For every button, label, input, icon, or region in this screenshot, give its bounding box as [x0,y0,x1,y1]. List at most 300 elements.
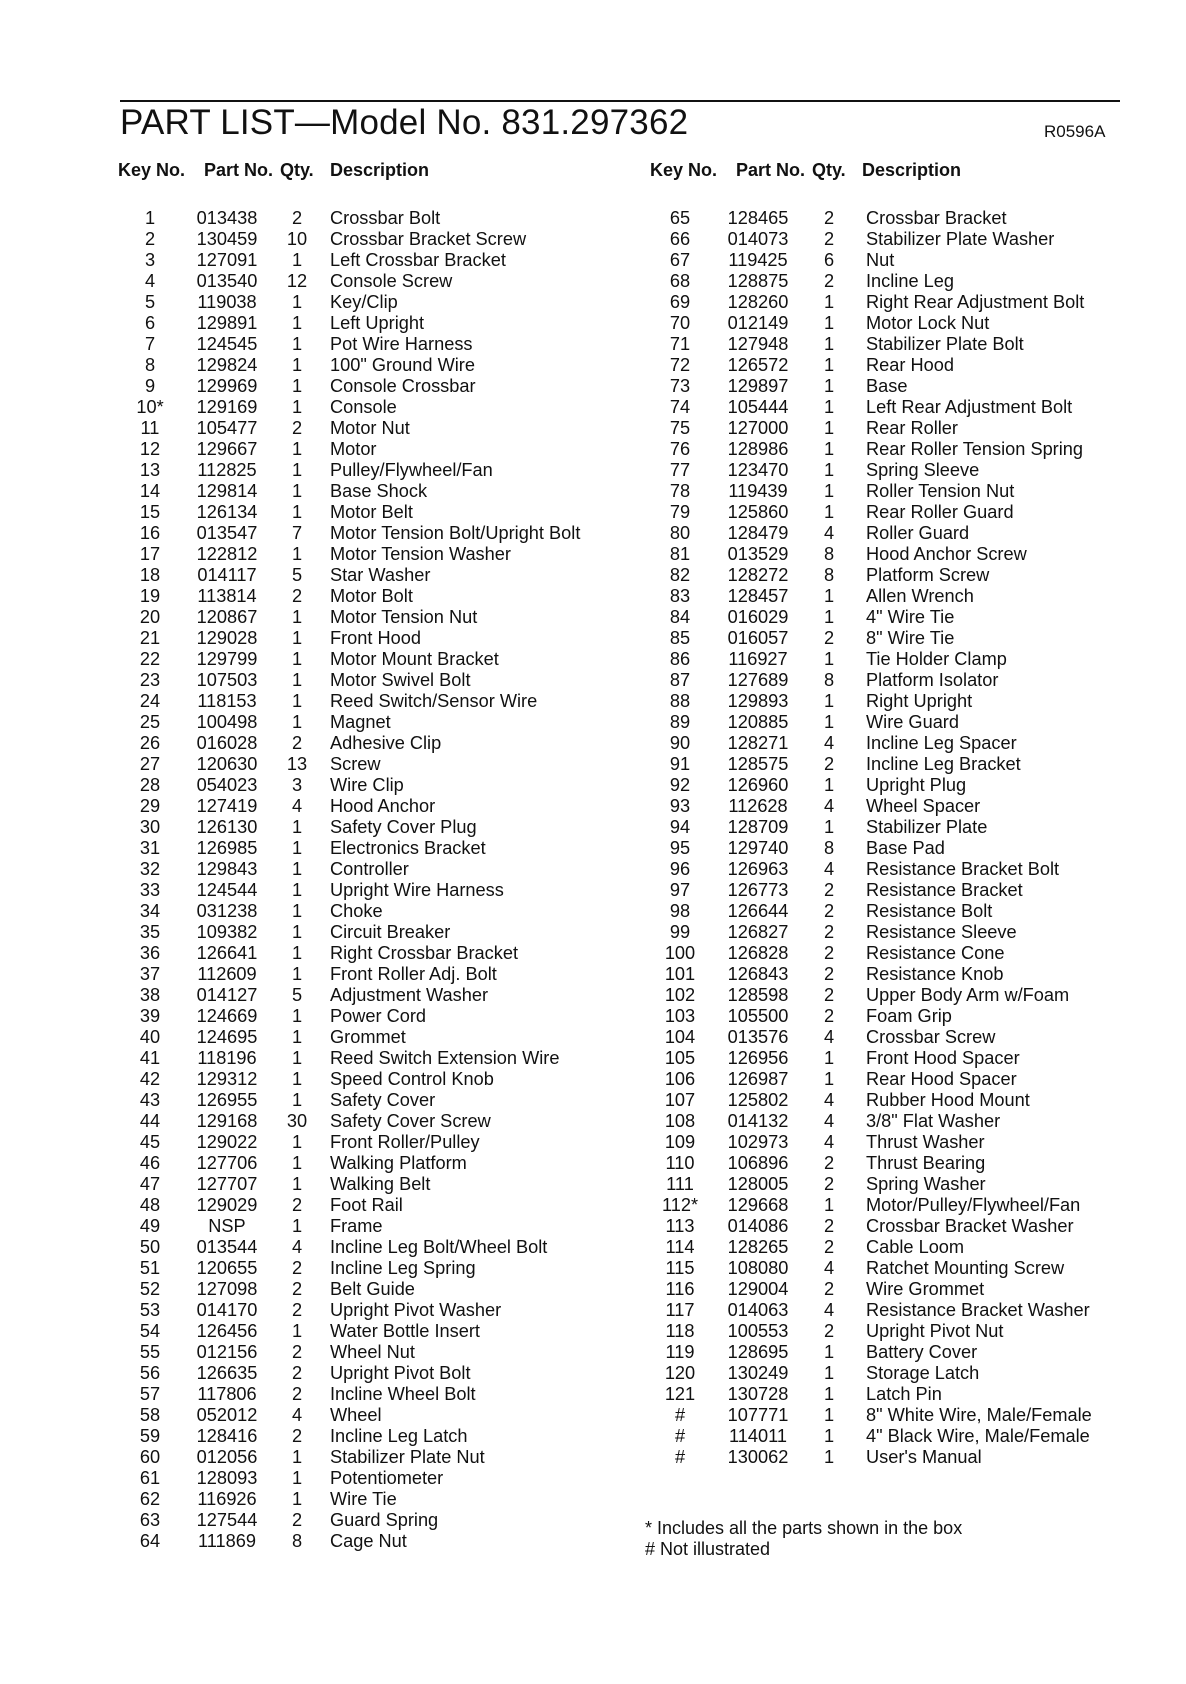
cell-key-no: 37 [139,964,161,984]
footnote-not-illustrated: # Not illustrated [645,1539,771,1559]
cell-part-no: 129168 [196,1111,258,1131]
cell-part-no: 127091 [196,250,258,270]
cell-key-no: 6 [144,313,156,333]
cell-part-no: 014086 [727,1216,789,1236]
cell-qty: 1 [291,397,303,417]
cell-key-no: 48 [139,1195,161,1215]
cell-qty: 1 [823,397,835,417]
cell-part-no: 128709 [727,817,789,837]
cell-qty: 1 [823,502,835,522]
cell-qty: 2 [291,1384,303,1404]
cell-part-no: 105477 [196,418,258,438]
cell-part-no: 016029 [727,607,789,627]
cell-description: Water Bottle Insert [330,1321,480,1341]
cell-part-no: 128265 [727,1237,789,1257]
cell-qty: 1 [291,880,303,900]
table-row [118,1027,580,1048]
cell-qty: 1 [291,1447,303,1467]
cell-part-no: 126956 [727,1048,789,1068]
table-row [118,481,580,502]
cell-key-no: 85 [669,628,691,648]
cell-qty: 1 [291,439,303,459]
cell-key-no: 101 [664,964,696,984]
cell-key-no: 119 [665,1342,695,1362]
cell-qty: 1 [823,1363,835,1383]
cell-qty: 1 [291,460,303,480]
cell-key-no: 3 [144,250,156,270]
cell-description: Upright Pivot Nut [866,1321,1004,1341]
table-row [650,334,1092,355]
table-row [118,1132,580,1153]
cell-part-no: 127706 [196,1153,258,1173]
table-row [118,1090,580,1111]
cell-part-no: 124669 [196,1006,258,1026]
cell-key-no: 54 [139,1321,161,1341]
cell-qty: 1 [823,1426,835,1446]
cell-part-no: 130728 [727,1384,789,1404]
cell-description: Adhesive Clip [330,733,442,753]
cell-key-no: 36 [139,943,161,963]
cell-part-no: 129814 [196,481,258,501]
table-row [650,838,1092,859]
table-row [650,1405,1092,1426]
table-row [650,712,1092,733]
cell-description: Incline Leg Latch [330,1426,468,1446]
cell-qty: 1 [291,481,303,501]
cell-part-no: 120867 [196,607,258,627]
cell-description: Platform Isolator [866,670,999,690]
cell-qty: 8 [823,838,835,858]
cell-part-no: 013547 [196,523,258,543]
cell-description: Hood Anchor [330,796,436,816]
table-row [650,355,1092,376]
cell-key-no: 49 [139,1216,161,1236]
cell-description: Rear Roller Tension Spring [866,439,1084,459]
cell-key-no: 110 [665,1153,695,1173]
cell-part-no: 126963 [727,859,789,879]
cell-qty: 2 [823,1216,835,1236]
cell-part-no: 013529 [727,544,789,564]
cell-description: Base Shock [330,481,428,501]
table-row [118,460,580,481]
cell-part-no: 119038 [197,292,257,312]
cell-key-no: 45 [139,1132,161,1152]
table-row [650,565,1092,586]
cell-key-no: 99 [669,922,691,942]
cell-key-no: 72 [669,355,691,375]
cell-key-no: 39 [139,1006,161,1026]
cell-qty: 1 [291,628,303,648]
cell-description: Incline Leg Spring [330,1258,476,1278]
table-row [118,607,580,628]
cell-key-no: 12 [139,439,161,459]
cell-qty: 1 [823,1384,835,1404]
cell-key-no: 115 [665,1258,695,1278]
cell-key-no: 106 [664,1069,696,1089]
cell-part-no: 031238 [196,901,258,921]
cell-description: Spring Sleeve [866,460,980,480]
header-description: Description [862,160,962,180]
cell-qty: 2 [823,1153,835,1173]
cell-key-no: 70 [669,313,691,333]
table-row [118,880,580,901]
cell-description: Stabilizer Plate Nut [330,1447,485,1467]
cell-qty: 4 [291,1405,303,1425]
table-row [118,1195,580,1216]
table-row [650,1258,1092,1279]
cell-part-no: 107503 [196,670,258,690]
table-row [650,817,1092,838]
cell-description: Crossbar Bracket Screw [330,229,527,249]
cell-key-no: 20 [139,607,161,627]
cell-part-no: 126987 [727,1069,789,1089]
cell-description: Incline Leg Bolt/Wheel Bolt [330,1237,548,1257]
cell-description: Motor Bolt [330,586,413,606]
table-row [650,1111,1092,1132]
cell-description: Thrust Washer [866,1132,985,1152]
cell-part-no: 128272 [727,565,789,585]
cell-description: Motor Belt [330,502,413,522]
cell-description: Incline Leg [866,271,954,291]
cell-description: Rear Roller [866,418,958,438]
table-row [650,775,1092,796]
cell-key-no: 53 [139,1300,161,1320]
cell-part-no: 100553 [727,1321,789,1341]
table-row [650,796,1092,817]
cell-description: Storage Latch [866,1363,980,1383]
table-row [650,943,1092,964]
cell-description: Console [330,397,397,417]
cell-part-no: 129824 [196,355,258,375]
cell-description: Walking Platform [330,1153,467,1173]
cell-description: Battery Cover [866,1342,978,1362]
cell-key-no: 34 [139,901,161,921]
cell-description: Incline Leg Bracket [866,754,1021,774]
cell-description: Incline Leg Spacer [866,733,1017,753]
cell-key-no: 31 [139,838,161,858]
cell-description: Crossbar Bracket Washer [866,1216,1074,1236]
cell-description: Roller Tension Nut [866,481,1015,501]
footnotes [645,1518,962,1560]
table-row [650,1342,1092,1363]
table-row [118,775,580,796]
cell-description: Star Washer [330,565,431,585]
table-row [650,1069,1092,1090]
table-row [118,1237,580,1258]
cell-qty: 1 [291,502,303,522]
table-row [650,229,1092,250]
cell-key-no: 76 [669,439,691,459]
cell-qty: 1 [823,1195,835,1215]
cell-part-no: 112609 [197,964,257,984]
cell-key-no: 44 [139,1111,161,1131]
cell-key-no: 27 [139,754,161,774]
cell-qty: 2 [823,1321,835,1341]
cell-key-no: 120 [664,1363,696,1383]
cell-qty: 4 [823,859,835,879]
cell-key-no: 10* [136,397,164,417]
cell-description: Upright Pivot Washer [330,1300,502,1320]
cell-part-no: 128457 [727,586,789,606]
table-row [650,1006,1092,1027]
table-row [118,418,580,439]
cell-description: Wire Grommet [866,1279,985,1299]
cell-part-no: 108080 [727,1258,789,1278]
cell-qty: 1 [823,376,835,396]
cell-qty: 1 [291,607,303,627]
cell-description: Rear Roller Guard [866,502,1014,522]
cell-qty: 4 [823,1090,835,1110]
cell-key-no: 17 [139,544,161,564]
cell-qty: 12 [286,271,308,291]
table-row [650,985,1092,1006]
cell-description: Wheel Nut [330,1342,415,1362]
cell-description: Right Rear Adjustment Bolt [866,292,1085,312]
header-description: Description [330,160,430,180]
cell-qty: 1 [291,313,303,333]
cell-key-no: 38 [139,985,161,1005]
cell-description: Power Cord [330,1006,427,1026]
cell-description: Foam Grip [866,1006,952,1026]
cell-description: Upright Plug [866,775,967,795]
cell-description: Wire Clip [330,775,404,795]
cell-qty: 1 [291,292,303,312]
cell-description: Upper Body Arm w/Foam [866,985,1070,1005]
cell-qty: 2 [823,271,835,291]
table-row [118,1174,580,1195]
cell-description: Foot Rail [330,1195,403,1215]
cell-qty: 4 [823,796,835,816]
cell-description: Stabilizer Plate Bolt [866,334,1024,354]
cell-part-no: 124545 [196,334,258,354]
cell-part-no: 129799 [196,649,258,669]
cell-description: Pulley/Flywheel/Fan [330,460,493,480]
cell-part-no: 105444 [727,397,789,417]
table-row [118,754,580,775]
cell-key-no: 102 [664,985,696,1005]
cell-qty: 8 [823,544,835,564]
cell-qty: 1 [291,1489,303,1509]
cell-description: Base Pad [866,838,945,858]
cell-qty: 4 [823,1027,835,1047]
cell-part-no: 128986 [727,439,789,459]
cell-key-no: 63 [139,1510,161,1530]
cell-key-no: 116 [665,1279,695,1299]
cell-qty: 1 [291,817,303,837]
cell-part-no: 125860 [727,502,789,522]
cell-key-no: 15 [139,502,161,522]
cell-qty: 1 [291,691,303,711]
cell-qty: 1 [291,1006,303,1026]
cell-description: Motor/Pulley/Flywheel/Fan [866,1195,1081,1215]
cell-part-no: 128416 [196,1426,258,1446]
table-row [650,250,1092,271]
cell-key-no: 111 [666,1174,694,1194]
table-row [650,964,1092,985]
table-row [118,733,580,754]
table-row [650,1279,1092,1300]
cell-part-no: 106896 [727,1153,789,1173]
cell-description: Safety Cover Plug [330,817,477,837]
cell-key-no: 61 [139,1468,161,1488]
cell-part-no: 126572 [727,355,789,375]
cell-part-no: 012056 [196,1447,258,1467]
cell-qty: 1 [823,607,835,627]
cell-qty: 2 [291,1258,303,1278]
cell-key-no: 60 [139,1447,161,1467]
cell-description: Upright Wire Harness [330,880,504,900]
cell-key-no: 46 [139,1153,161,1173]
table-row [650,1426,1092,1447]
cell-key-no: 47 [139,1174,161,1194]
cell-key-no: 29 [139,796,161,816]
cell-key-no: 4 [144,271,156,291]
table-row [118,229,580,250]
cell-key-no: 5 [144,292,156,312]
cell-key-no: 74 [669,397,691,417]
cell-qty: 1 [291,1132,303,1152]
cell-part-no: 052012 [196,1405,258,1425]
cell-description: Hood Anchor Screw [866,544,1027,564]
cell-qty: 1 [823,481,835,501]
cell-qty: 2 [823,922,835,942]
cell-description: 4" Wire Tie [866,607,955,627]
cell-key-no: 18 [139,565,161,585]
cell-qty: 2 [291,1426,303,1446]
cell-key-no: 58 [139,1405,161,1425]
table-row [650,544,1092,565]
table-row [650,460,1092,481]
cell-qty: 1 [823,1342,835,1362]
cell-part-no: 100498 [196,712,258,732]
cell-description: Resistance Knob [866,964,1004,984]
cell-part-no: 120630 [196,754,258,774]
cell-part-no: 129029 [196,1195,258,1215]
table-row [650,313,1092,334]
table-row [118,544,580,565]
table-row [118,1111,580,1132]
cell-description: Key/Clip [330,292,398,312]
cell-part-no: 129893 [727,691,789,711]
cell-description: Crossbar Bracket [866,208,1007,228]
table-row [118,943,580,964]
table-row [118,901,580,922]
header-key-no: Key No. [650,160,718,180]
cell-part-no: 126828 [727,943,789,963]
cell-qty: 1 [823,775,835,795]
cell-part-no: 126985 [196,838,258,858]
table-row [118,712,580,733]
cell-part-no: 126456 [196,1321,258,1341]
cell-part-no: 013576 [727,1027,789,1047]
cell-part-no: 123470 [727,460,789,480]
cell-key-no: 84 [669,607,691,627]
table-row [650,1048,1092,1069]
cell-key-no: 42 [139,1069,161,1089]
parts-table-left [118,160,580,1552]
cell-qty: 2 [291,1342,303,1362]
cell-key-no: 109 [664,1132,696,1152]
cell-key-no: 94 [669,817,691,837]
cell-qty: 4 [823,1111,835,1131]
table-row [118,964,580,985]
cell-part-no: 130062 [727,1447,789,1467]
cell-description: Magnet [330,712,391,732]
cell-qty: 4 [291,1237,303,1257]
cell-key-no: # [674,1426,686,1446]
cell-part-no: 013438 [196,208,258,228]
cell-qty: 1 [291,1321,303,1341]
table-row [118,1384,580,1405]
cell-key-no: 51 [139,1258,161,1278]
cell-part-no: 127707 [196,1174,258,1194]
cell-key-no: 68 [669,271,691,291]
table-row [650,1027,1092,1048]
cell-qty: 2 [291,1279,303,1299]
cell-description: Cage Nut [330,1531,407,1551]
cell-description: Crossbar Bolt [330,208,441,228]
table-row [650,859,1092,880]
cell-part-no: 113814 [197,586,257,606]
cell-key-no: 96 [669,859,691,879]
cell-description: Wheel Spacer [866,796,981,816]
table-row [118,439,580,460]
cell-part-no: 127098 [196,1279,258,1299]
table-row [118,1300,580,1321]
cell-description: Safety Cover [330,1090,436,1110]
cell-part-no: 014132 [727,1111,789,1131]
cell-qty: 1 [291,922,303,942]
cell-key-no: 23 [139,670,161,690]
cell-key-no: 112* [661,1195,699,1215]
cell-description: Motor Tension Nut [330,607,478,627]
cell-description: Motor Tension Bolt/Upright Bolt [330,523,581,543]
cell-qty: 1 [291,670,303,690]
cell-key-no: 104 [664,1027,696,1047]
table-row [118,208,580,229]
cell-key-no: 13 [139,460,161,480]
cell-part-no: 126641 [196,943,258,963]
cell-key-no: 21 [139,628,161,648]
cell-part-no: 129028 [196,628,258,648]
footnote-includes: * Includes all the parts shown in the box [645,1518,963,1538]
table-row [650,397,1092,418]
cell-qty: 1 [291,964,303,984]
table-row [650,628,1092,649]
cell-qty: 4 [823,733,835,753]
table-row [650,586,1092,607]
cell-qty: 1 [291,1048,303,1068]
cell-qty: 1 [291,1468,303,1488]
cell-key-no: 100 [664,943,696,963]
cell-part-no: 128479 [727,523,789,543]
cell-key-no: 86 [669,649,691,669]
table-row [118,1279,580,1300]
cell-part-no: 128271 [727,733,789,753]
cell-key-no: 33 [139,880,161,900]
cell-description: Wire Tie [330,1489,397,1509]
table-row [118,649,580,670]
cell-part-no: 126773 [727,880,789,900]
cell-part-no: 127689 [727,670,789,690]
cell-key-no: 117 [665,1300,695,1320]
cell-key-no: 89 [669,712,691,732]
table-row [118,1489,580,1510]
cell-part-no: 122812 [196,544,258,564]
cell-key-no: 41 [139,1048,161,1068]
cell-key-no: 92 [669,775,691,795]
cell-key-no: 73 [669,376,691,396]
